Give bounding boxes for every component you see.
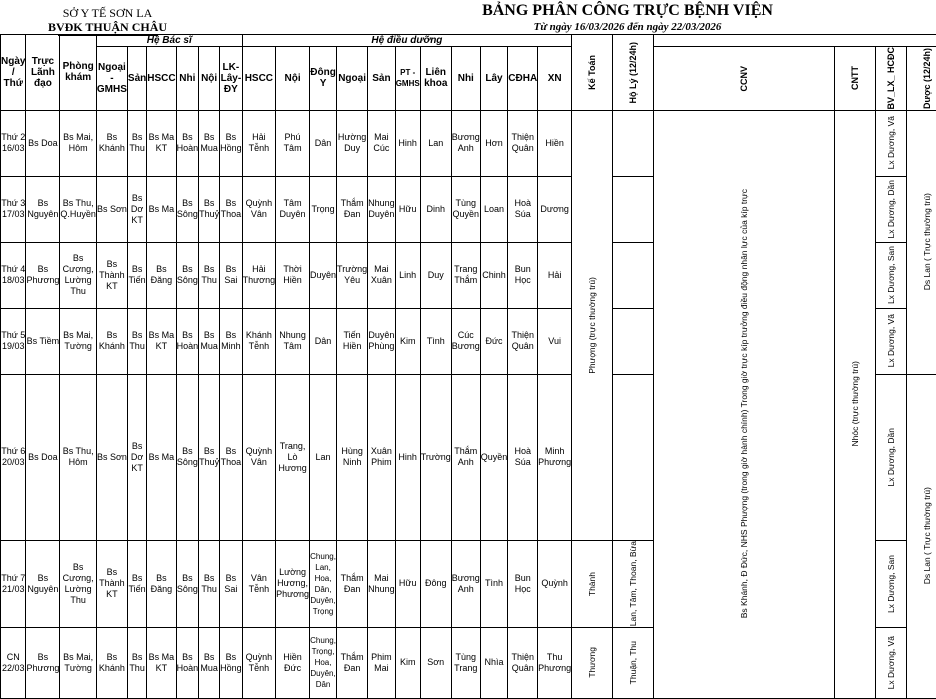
cell-clinic: Bs Cương, Lường Thu bbox=[60, 242, 97, 308]
cell-d-obstetric: Bs Tiến bbox=[127, 242, 146, 308]
cell-n-icu: Vân bbox=[242, 541, 275, 627]
cell-n-surgery: Trường Yêu bbox=[337, 242, 368, 308]
cell-n-lab: Vui bbox=[538, 308, 572, 374]
cell-day bbox=[1, 627, 26, 698]
cell-n-trad: Lan bbox=[310, 374, 337, 541]
cell-day: Thứ 7 bbox=[1, 541, 26, 627]
cell-d-pediatric: Bs Sông bbox=[176, 176, 199, 242]
cell-leader: Bs Doa bbox=[26, 110, 60, 176]
cell-d-infect: Bs Sai bbox=[220, 242, 243, 308]
cell-n-internal: Phú Tâm bbox=[276, 110, 310, 176]
col-d-pediatric: Nhi bbox=[176, 47, 199, 111]
cell-n-surgery: Hường Duy bbox=[337, 110, 368, 176]
cell-d-infect: Bs Minh bbox=[220, 308, 243, 374]
cell-leader: Bs Tiềm bbox=[26, 308, 60, 374]
date-range: Từ ngày 16/03/2026 đến ngày 22/03/2026 bbox=[440, 21, 815, 33]
col-n-obstetric: Sản bbox=[368, 47, 396, 111]
cell-day: Thứ 5 19/03 bbox=[1, 308, 26, 374]
cell-n-cdha bbox=[508, 627, 538, 698]
bv-cell bbox=[876, 242, 907, 308]
cell-n-icu: Quỳnh Vân bbox=[242, 176, 275, 242]
accounting-weekend-text: Thành bbox=[587, 572, 597, 596]
cell-n-joint: Tình bbox=[420, 308, 451, 374]
group-nurses: Hệ điều dưỡng bbox=[242, 35, 571, 47]
cell-n-infect: Đức bbox=[480, 308, 508, 374]
cell-d-obstetric: Bs bbox=[127, 541, 146, 627]
cell-d-surgery: Bs Khánh bbox=[96, 308, 127, 374]
accounting-weekend bbox=[572, 627, 613, 698]
col-n-internal: Nội bbox=[276, 47, 310, 111]
cell-n-obstetric: Mai Cúc bbox=[368, 110, 396, 176]
cell-n-joint: Duy bbox=[420, 242, 451, 308]
col-n-trad: Đông Y bbox=[310, 47, 337, 111]
cell-n-lab: Dương bbox=[538, 176, 572, 242]
cell-clinic: Bs Mai, Hôm bbox=[60, 110, 97, 176]
cell-n-ptgmhs: Linh bbox=[395, 242, 420, 308]
ccnv-span-text: Bs Khánh, Đ Đức, NHS Phượng (trong giờ hành chính) Trong giờ trực kíp trưởng điều động nhân lực của kíp trực bbox=[739, 189, 749, 618]
cell-clinic: Bs Thu, Hôm bbox=[60, 374, 97, 541]
cell-day: Thứ 2 16/03 bbox=[1, 110, 26, 176]
cell-n-infect: Chinh bbox=[480, 242, 508, 308]
accounting-weekend-text bbox=[587, 647, 597, 678]
cell-d-internal: Bs bbox=[199, 541, 220, 627]
cell-d-icu: Bs bbox=[147, 541, 176, 627]
cell-d-obstetric bbox=[127, 627, 146, 698]
bv-cell bbox=[876, 308, 907, 374]
cell-n-pediatric: Thắm Anh bbox=[451, 374, 480, 541]
bv-cell bbox=[876, 176, 907, 242]
cell-leader: Bs Doa bbox=[26, 374, 60, 541]
cell-n-infect: Tình bbox=[480, 541, 508, 627]
cell-clinic: Bs Thu, Q.Huyền bbox=[60, 176, 97, 242]
bv-cell-text: Lx Dương, Vă bbox=[886, 314, 896, 367]
col-cntt: CNTT bbox=[835, 47, 876, 111]
col-n-ptgmhs: PT - GMHS bbox=[395, 47, 420, 111]
cell-d-infect: Bs Hồng bbox=[220, 110, 243, 176]
cell-n-lab: Minh Phương bbox=[538, 374, 572, 541]
cell-d-internal: Bs Thuỷ bbox=[199, 374, 220, 541]
cell-d-internal bbox=[199, 627, 220, 698]
pharmacy-bottom-span-text: Ds Lan ( Trực thường trú) bbox=[922, 487, 932, 584]
col-d-surgery: Ngoại - GMHS bbox=[96, 47, 127, 111]
cell-d-pediatric: Bs Sông bbox=[176, 374, 199, 541]
cell-n-surgery: Hùng Ninh bbox=[337, 374, 368, 541]
cell-d-surgery: Bs Sơn bbox=[96, 176, 127, 242]
cell-d-internal: Bs Thu bbox=[199, 242, 220, 308]
cell-leader: Bs Nguyên bbox=[26, 176, 60, 242]
col-d-icu: HSCC bbox=[147, 47, 176, 111]
cell-n-obstetric: Mai Xuân bbox=[368, 242, 396, 308]
cell-n-internal: Trang, Lò Hương bbox=[276, 374, 310, 541]
col-n-icu: HSCC bbox=[242, 47, 275, 111]
cell-n-obstetric bbox=[368, 627, 396, 698]
cell-n-infect bbox=[480, 627, 508, 698]
accounting-weekend bbox=[572, 541, 613, 627]
col-bv: BV_LX_ HCĐC bbox=[876, 47, 907, 111]
col-day: Ngày / Thứ bbox=[1, 35, 26, 111]
cell-n-pediatric: Tùng Quyền bbox=[451, 176, 480, 242]
bv-cell-text: Lx Dương, Dần bbox=[886, 180, 896, 239]
bv-cell bbox=[876, 374, 907, 541]
accounting-weekday-span-text: Phượng (trực thường trú) bbox=[587, 277, 597, 374]
cell-n-surgery: Thắm bbox=[337, 541, 368, 627]
cntt-span-text: Nhóc (trực thường trú) bbox=[850, 361, 860, 446]
bv-cell bbox=[876, 541, 907, 627]
cell-d-obstetric: Bs Thu bbox=[127, 110, 146, 176]
driver-weekend bbox=[613, 541, 654, 627]
cell-n-joint: Trường bbox=[420, 374, 451, 541]
cell-d-icu: Bs Ma KT bbox=[147, 308, 176, 374]
cell-n-infect: Hơn bbox=[480, 110, 508, 176]
cell-n-trad: Chung, Lan, Hoa, bbox=[310, 541, 337, 627]
cell-day: Thứ 4 18/03 bbox=[1, 242, 26, 308]
cell-n-joint bbox=[420, 627, 451, 698]
cntt-span bbox=[835, 110, 876, 698]
driver-cell-empty bbox=[613, 242, 654, 308]
cell-n-ptgmhs: Hinh bbox=[395, 374, 420, 541]
group-doctors: Hệ Bác sĩ bbox=[96, 35, 242, 47]
cell-d-obstetric: Bs Thu bbox=[127, 308, 146, 374]
col-d-infect: LK-Lây-ĐY bbox=[220, 47, 243, 111]
cell-d-internal: Bs Thuỷ bbox=[199, 176, 220, 242]
ccnv-span bbox=[654, 110, 835, 698]
bv-cell bbox=[876, 627, 907, 698]
cell-n-cdha: Thiện Quân bbox=[508, 308, 538, 374]
col-clinic: Phòng khám bbox=[60, 35, 97, 111]
col-ccnv: CCNV bbox=[654, 47, 835, 111]
cell-n-icu: Hải Thương bbox=[242, 242, 275, 308]
cell-d-infect: Bs Thoa bbox=[220, 176, 243, 242]
cell-n-internal: Thời Hiền bbox=[276, 242, 310, 308]
cell-leader: Bs bbox=[26, 541, 60, 627]
cell-n-obstetric: Xuân Phim bbox=[368, 374, 396, 541]
cell-n-icu: Hải Tễnh bbox=[242, 110, 275, 176]
cell-n-obstetric: Duyên Phùng bbox=[368, 308, 396, 374]
cell-n-trad bbox=[310, 627, 337, 698]
col-n-infect: Lây bbox=[480, 47, 508, 111]
cell-n-surgery: Tiến Hiền bbox=[337, 308, 368, 374]
cell-leader: Bs Phương bbox=[26, 242, 60, 308]
driver-weekend-text: Lan, Tâm, Thoan, Bừa bbox=[628, 541, 638, 626]
cell-day: Thứ 6 20/03 bbox=[1, 374, 26, 541]
cell-n-internal: Nhung Tâm bbox=[276, 308, 310, 374]
bv-cell-text: Lx Dương, San bbox=[886, 555, 896, 613]
cell-d-pediatric: Bs Sông bbox=[176, 242, 199, 308]
cell-n-joint: Dinh bbox=[420, 176, 451, 242]
driver-weekend-text bbox=[628, 641, 638, 684]
group-resident bbox=[654, 35, 936, 47]
driver-weekend bbox=[613, 627, 654, 698]
cell-n-internal bbox=[276, 627, 310, 698]
cell-day: Thứ 3 17/03 bbox=[1, 176, 26, 242]
cell-n-pediatric: Bương Anh bbox=[451, 110, 480, 176]
bv-cell bbox=[876, 110, 907, 176]
cell-n-pediatric bbox=[451, 627, 480, 698]
cell-n-lab: Hiền bbox=[538, 110, 572, 176]
cell-d-surgery: Bs Thành KT bbox=[96, 242, 127, 308]
cell-n-ptgmhs: Kim bbox=[395, 308, 420, 374]
page-title: BẢNG PHÂN CÔNG TRỰC BỆNH VIỆN bbox=[440, 2, 815, 20]
col-pharmacy: Dược (12/24h) bbox=[907, 47, 936, 111]
bv-cell-text: Lx Dương, Vă bbox=[886, 116, 896, 169]
cell-n-ptgmhs: Hữu bbox=[395, 541, 420, 627]
cell-n-joint: Lan bbox=[420, 110, 451, 176]
cell-n-trad: Dân bbox=[310, 308, 337, 374]
cell-n-trad: Trọng bbox=[310, 176, 337, 242]
cell-d-infect bbox=[220, 627, 243, 698]
cell-d-icu: Bs Ma bbox=[147, 176, 176, 242]
cell-n-obstetric: Nhung Duyên bbox=[368, 176, 396, 242]
cell-n-pediatric: Trang Thắm bbox=[451, 242, 480, 308]
org-line1: SỞ Y TẾ SƠN LA bbox=[0, 6, 215, 21]
cell-d-icu bbox=[147, 627, 176, 698]
col-accounting: Kế Toán bbox=[572, 35, 613, 111]
cell-clinic: Bs Mai, Tường bbox=[60, 308, 97, 374]
cell-n-pediatric: Bương bbox=[451, 541, 480, 627]
cell-leader bbox=[26, 627, 60, 698]
col-leader: Trực Lãnh đạo bbox=[26, 35, 60, 111]
cell-n-ptgmhs bbox=[395, 627, 420, 698]
cell-n-ptgmhs: Hữu bbox=[395, 176, 420, 242]
col-driver: Hộ Lý (12/24h) bbox=[613, 35, 654, 111]
cell-d-surgery: Bs Sơn bbox=[96, 374, 127, 541]
driver-cell-empty bbox=[613, 110, 654, 176]
cell-n-obstetric: Mai bbox=[368, 541, 396, 627]
cell-clinic: Bs Cương, bbox=[60, 541, 97, 627]
cell-d-icu: Bs Ma KT bbox=[147, 110, 176, 176]
driver-cell-empty bbox=[613, 374, 654, 541]
bv-cell-text bbox=[886, 636, 896, 689]
table-row bbox=[1, 110, 936, 176]
cell-n-joint: Đông bbox=[420, 541, 451, 627]
col-n-cdha: CĐHA bbox=[508, 47, 538, 111]
col-n-joint: Liên khoa bbox=[420, 47, 451, 111]
col-n-pediatric: Nhi bbox=[451, 47, 480, 111]
cell-n-lab: Quỳnh bbox=[538, 541, 572, 627]
cell-d-icu: Bs Đăng bbox=[147, 242, 176, 308]
cell-n-lab bbox=[538, 627, 572, 698]
accounting-weekday-span bbox=[572, 110, 613, 541]
cell-d-surgery: Bs Thành bbox=[96, 541, 127, 627]
cell-clinic bbox=[60, 627, 97, 698]
cell-n-icu: Quỳnh Vân bbox=[242, 374, 275, 541]
cell-n-surgery: Thắm Đan bbox=[337, 176, 368, 242]
bv-cell-text: Lx Dương, San bbox=[886, 246, 896, 304]
cell-d-surgery bbox=[96, 627, 127, 698]
cell-n-cdha: Bun bbox=[508, 541, 538, 627]
cell-d-internal: Bs Mua bbox=[199, 110, 220, 176]
cell-n-infect: Loan bbox=[480, 176, 508, 242]
cell-n-trad: Dân bbox=[310, 110, 337, 176]
cell-d-icu: Bs Ma bbox=[147, 374, 176, 541]
cell-n-surgery bbox=[337, 627, 368, 698]
cell-d-pediatric: Bs Hoàn bbox=[176, 308, 199, 374]
driver-cell-empty bbox=[613, 176, 654, 242]
col-n-lab: XN bbox=[538, 47, 572, 111]
org-line2: BVĐK THUẬN CHÂU bbox=[0, 20, 215, 35]
bv-cell-text: Lx Dương, Dần bbox=[886, 428, 896, 487]
cell-n-lab: Hải bbox=[538, 242, 572, 308]
cell-d-internal: Bs Mua bbox=[199, 308, 220, 374]
pharmacy-top-span-text: Ds Lan ( Trực thường trú) bbox=[922, 193, 932, 290]
cell-n-ptgmhs: Hinh bbox=[395, 110, 420, 176]
cell-n-cdha: Bun Học bbox=[508, 242, 538, 308]
cell-d-infect: Bs bbox=[220, 541, 243, 627]
cell-d-surgery: Bs Khánh bbox=[96, 110, 127, 176]
cell-n-trad: Duyên bbox=[310, 242, 337, 308]
cell-n-icu: Khánh Tễnh bbox=[242, 308, 275, 374]
col-n-surgery: Ngoại bbox=[337, 47, 368, 111]
cell-n-pediatric: Cúc Bương bbox=[451, 308, 480, 374]
cell-d-infect: Bs Thoa bbox=[220, 374, 243, 541]
duty-schedule-table bbox=[0, 34, 936, 699]
cell-d-pediatric: Bs bbox=[176, 541, 199, 627]
cell-n-cdha: Hoà Súa bbox=[508, 176, 538, 242]
cell-n-infect: Quyền bbox=[480, 374, 508, 541]
col-d-internal: Nội bbox=[199, 47, 220, 111]
cell-n-internal: Tâm Duyên bbox=[276, 176, 310, 242]
cell-d-obstetric: Bs Dơ KT bbox=[127, 176, 146, 242]
cell-n-icu bbox=[242, 627, 275, 698]
driver-cell-empty bbox=[613, 308, 654, 374]
cell-n-cdha: Hoà Súa bbox=[508, 374, 538, 541]
pharmacy-top-span bbox=[907, 110, 936, 374]
cell-n-internal: Lường Hương, bbox=[276, 541, 310, 627]
cell-d-pediatric: Bs Hoàn bbox=[176, 110, 199, 176]
pharmacy-bottom-span bbox=[907, 374, 936, 698]
cell-d-pediatric bbox=[176, 627, 199, 698]
cell-n-cdha: Thiện Quân bbox=[508, 110, 538, 176]
cell-d-obstetric: Bs Dơ KT bbox=[127, 374, 146, 541]
col-d-obstetric: Sản bbox=[127, 47, 146, 111]
